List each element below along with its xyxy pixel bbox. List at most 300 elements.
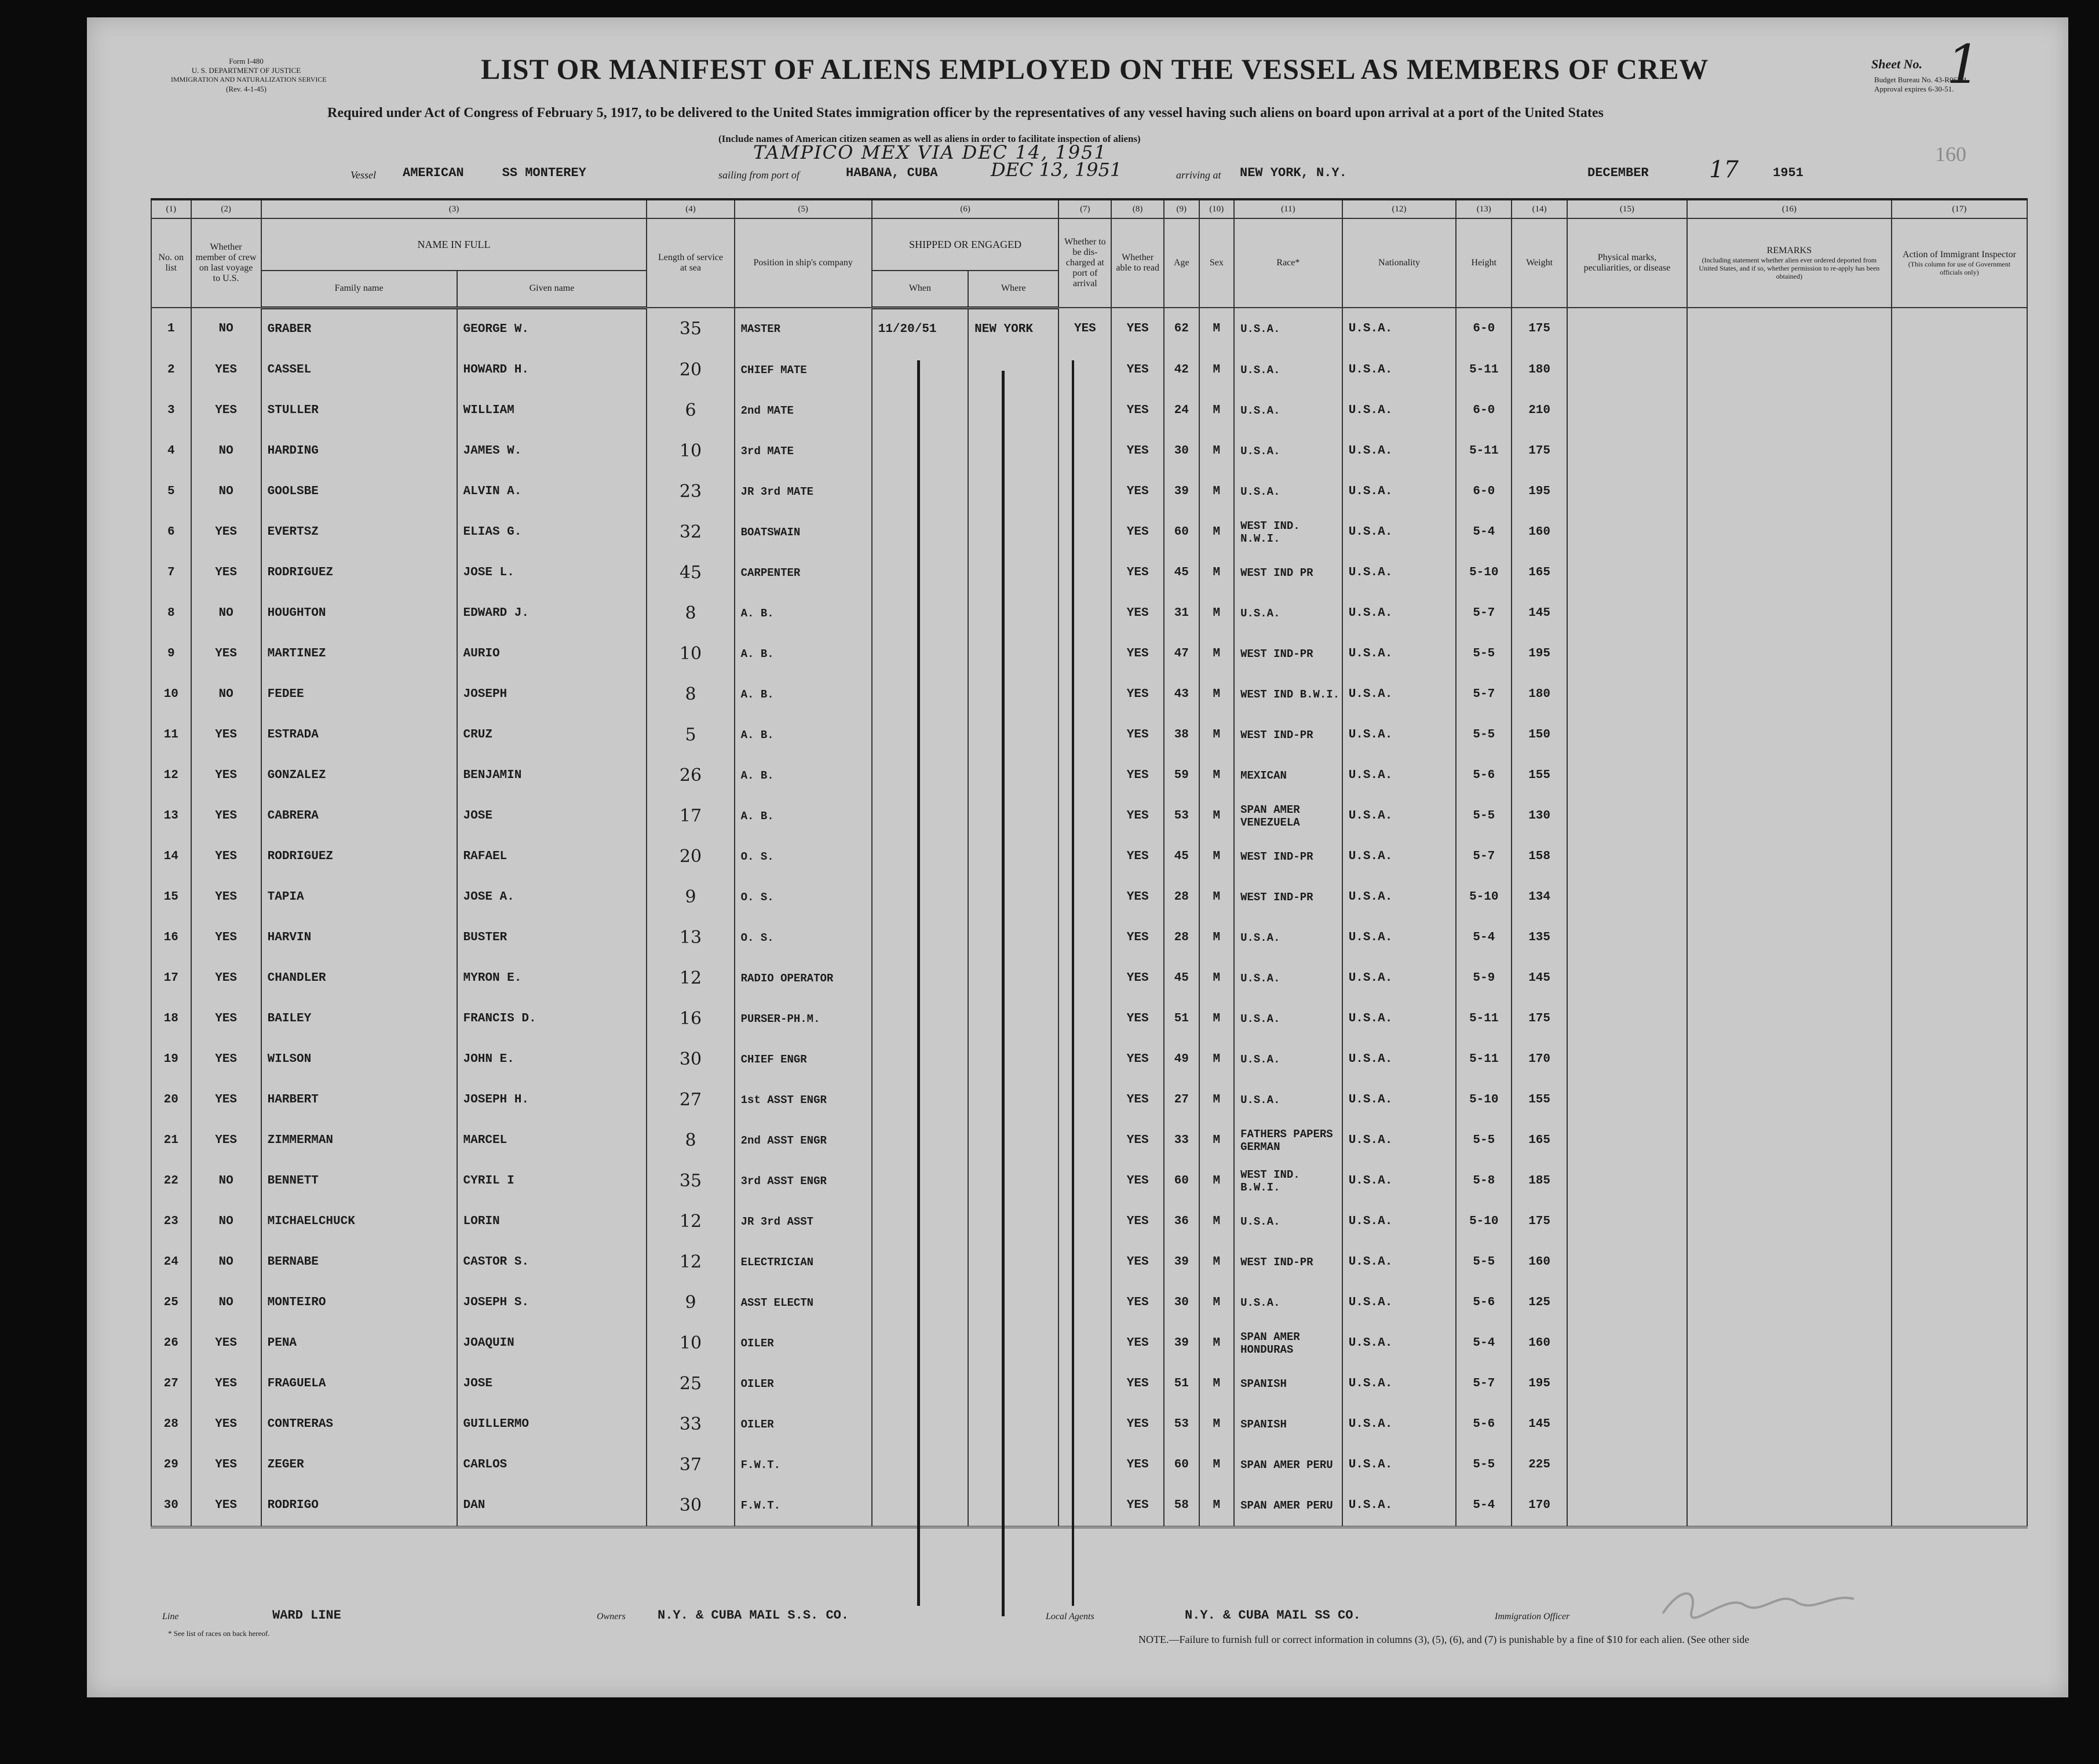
sex-cell: M (1199, 593, 1235, 634)
shipped-where-cell (968, 1364, 1058, 1404)
age-cell: 28 (1164, 918, 1199, 958)
able-read-cell: YES (1111, 1039, 1164, 1080)
nationality-cell: U.S.A. (1342, 553, 1456, 593)
officer-signature (1657, 1582, 1877, 1622)
physical-marks-cell (1567, 634, 1687, 674)
given-name-cell: JAMES W. (457, 431, 647, 472)
inspector-action-cell (1892, 308, 2027, 350)
nationality-cell: U.S.A. (1342, 1120, 1456, 1161)
length-service-cell: 12 (647, 1242, 734, 1283)
given-name-cell: GEORGE W. (457, 308, 647, 350)
header-action (1892, 218, 2027, 308)
length-service-cell: 10 (647, 431, 734, 472)
weight-cell: 225 (1512, 1445, 1567, 1485)
able-read-cell: YES (1111, 350, 1164, 390)
family-name-cell: MARTINEZ (261, 634, 457, 674)
race-cell: U.S.A. (1234, 390, 1342, 431)
inspector-action-cell (1892, 1242, 2027, 1283)
able-read-cell: YES (1111, 755, 1164, 796)
length-service-cell: 9 (647, 1283, 734, 1323)
discharged-cell (1058, 1485, 1111, 1527)
prev-member-cell: NO (191, 431, 261, 472)
sex-cell: M (1199, 308, 1235, 350)
sex-cell: M (1199, 755, 1235, 796)
able-read-cell: YES (1111, 1080, 1164, 1120)
discharged-cell (1058, 1120, 1111, 1161)
height-cell: 5-10 (1456, 1080, 1512, 1120)
sheet-label: Sheet No. (1871, 57, 1922, 71)
shipped-where-cell (968, 958, 1058, 999)
family-name-cell: TAPIA (261, 877, 457, 918)
family-name-cell: ZEGER (261, 1445, 457, 1485)
given-name-cell: MYRON E. (457, 958, 647, 999)
remarks-cell (1687, 715, 1892, 755)
stamp-number: 160 (1935, 143, 1966, 166)
prev-member-cell: YES (191, 999, 261, 1039)
header-position: Position in ship's company (735, 218, 872, 308)
family-name-cell: HOUGHTON (261, 593, 457, 634)
able-read-cell: YES (1111, 1161, 1164, 1201)
physical-marks-cell (1567, 390, 1687, 431)
able-read-cell: YES (1111, 674, 1164, 715)
race-cell: FATHERS PAPERS GERMAN (1234, 1120, 1342, 1161)
prev-member-cell: NO (191, 593, 261, 634)
physical-marks-cell (1567, 350, 1687, 390)
prev-member-cell: NO (191, 1242, 261, 1283)
position-cell: A. B. (735, 796, 872, 837)
sex-cell: M (1199, 431, 1235, 472)
table-row (151, 431, 2027, 472)
family-name-cell: FEDEE (261, 674, 457, 715)
prev-member-cell: YES (191, 553, 261, 593)
row-number-cell: 4 (151, 431, 191, 472)
table-row (151, 1201, 2027, 1242)
shipped-where-cell (968, 1161, 1058, 1201)
sex-cell: M (1199, 1364, 1235, 1404)
sex-cell: M (1199, 1404, 1235, 1445)
inspector-action-cell (1892, 755, 2027, 796)
position-cell: RADIO OPERATOR (735, 958, 872, 999)
remarks-cell (1687, 1445, 1892, 1485)
remarks-cell (1687, 1080, 1892, 1120)
race-cell: SPAN AMER PERU (1234, 1445, 1342, 1485)
sex-cell: M (1199, 877, 1235, 918)
position-cell: 2nd ASST ENGR (735, 1120, 872, 1161)
header-action-title: Action of Immigrant Inspector (1902, 250, 2016, 260)
height-cell: 5-8 (1456, 1161, 1512, 1201)
length-service-cell: 30 (647, 1485, 734, 1527)
age-cell: 38 (1164, 715, 1199, 755)
able-read-cell: YES (1111, 472, 1164, 512)
shipped-where-cell (968, 1039, 1058, 1080)
nationality-cell: U.S.A. (1342, 1404, 1456, 1445)
position-cell: 1st ASST ENGR (735, 1080, 872, 1120)
header-name-in-full: NAME IN FULL (261, 218, 647, 271)
position-cell: 2nd MATE (735, 390, 872, 431)
remarks-cell (1687, 390, 1892, 431)
weight-cell: 170 (1512, 1485, 1567, 1527)
remarks-cell (1687, 958, 1892, 999)
age-cell: 39 (1164, 1242, 1199, 1283)
discharged-cell (1058, 1364, 1111, 1404)
row-number-cell: 27 (151, 1364, 191, 1404)
inspector-action-cell (1892, 553, 2027, 593)
able-read-cell: YES (1111, 390, 1164, 431)
shipped-where-cell (968, 674, 1058, 715)
service-name: IMMIGRATION AND NATURALIZATION SERVICE (171, 75, 327, 83)
prev-member-cell: YES (191, 512, 261, 553)
discharged-cell (1058, 593, 1111, 634)
col-num: (16) (1687, 199, 1892, 218)
family-name-cell: RODRIGO (261, 1485, 457, 1527)
able-read-cell: YES (1111, 999, 1164, 1039)
inspector-action-cell (1892, 674, 2027, 715)
physical-marks-cell (1567, 837, 1687, 877)
sex-cell: M (1199, 674, 1235, 715)
header-length-service: Length of service at sea (647, 218, 734, 308)
arrival-year: 1951 (1773, 166, 1804, 180)
physical-marks-cell (1567, 796, 1687, 837)
nationality-cell: U.S.A. (1342, 634, 1456, 674)
nationality-cell: U.S.A. (1342, 837, 1456, 877)
age-cell: 45 (1164, 553, 1199, 593)
given-name-cell: FRANCIS D. (457, 999, 647, 1039)
length-service-cell: 25 (647, 1364, 734, 1404)
able-read-cell: YES (1111, 796, 1164, 837)
prev-member-cell: NO (191, 674, 261, 715)
prev-member-cell: NO (191, 1201, 261, 1242)
weight-cell: 158 (1512, 837, 1567, 877)
row-number-cell: 19 (151, 1039, 191, 1080)
family-name-cell: BENNETT (261, 1161, 457, 1201)
table-row (151, 999, 2027, 1039)
table-row (151, 1445, 2027, 1485)
remarks-cell (1687, 512, 1892, 553)
height-cell: 5-4 (1456, 512, 1512, 553)
weight-cell: 195 (1512, 634, 1567, 674)
row-number-cell: 28 (151, 1404, 191, 1445)
inspector-action-cell (1892, 512, 2027, 553)
discharged-cell (1058, 512, 1111, 553)
table-row (151, 1404, 2027, 1445)
nationality-cell: U.S.A. (1342, 308, 1456, 350)
nationality-cell: U.S.A. (1342, 1364, 1456, 1404)
length-service-cell: 37 (647, 1445, 734, 1485)
weight-cell: 170 (1512, 1039, 1567, 1080)
ditto-line-when (917, 360, 920, 1606)
col-num: (7) (1058, 199, 1111, 218)
given-name-cell: AURIO (457, 634, 647, 674)
length-service-cell: 32 (647, 512, 734, 553)
family-name-cell: CABRERA (261, 796, 457, 837)
position-cell: CHIEF MATE (735, 350, 872, 390)
row-number-cell: 1 (151, 308, 191, 350)
page-subtitle: Required under Act of Congress of February 5, 1917, to be delivered to the United States immigration officer by the representatives of any vessel having such aliens on board upon arrival at a port of the United States (327, 105, 1604, 120)
sex-cell: M (1199, 715, 1235, 755)
row-number-cell: 5 (151, 472, 191, 512)
remarks-cell (1687, 999, 1892, 1039)
remarks-cell (1687, 1404, 1892, 1445)
position-cell: JR 3rd MATE (735, 472, 872, 512)
nationality-cell: U.S.A. (1342, 958, 1456, 999)
given-name-cell: CYRIL I (457, 1161, 647, 1201)
age-cell: 49 (1164, 1039, 1199, 1080)
family-name-cell: GOOLSBE (261, 472, 457, 512)
discharged-cell (1058, 431, 1111, 472)
manifest-sheet (87, 17, 2068, 1697)
sex-cell: M (1199, 472, 1235, 512)
header-physical: Physical marks, peculiarities, or disease (1567, 218, 1687, 308)
weight-cell: 145 (1512, 593, 1567, 634)
age-cell: 59 (1164, 755, 1199, 796)
weight-cell: 145 (1512, 1404, 1567, 1445)
header-where: Where (968, 271, 1058, 308)
sex-cell: M (1199, 1120, 1235, 1161)
family-name-cell: PENA (261, 1323, 457, 1364)
able-read-cell: YES (1111, 1120, 1164, 1161)
physical-marks-cell (1567, 1364, 1687, 1404)
race-cell: U.S.A. (1234, 431, 1342, 472)
physical-marks-cell (1567, 1120, 1687, 1161)
nationality-cell: U.S.A. (1342, 674, 1456, 715)
inspector-action-cell (1892, 837, 2027, 877)
row-number-cell: 16 (151, 918, 191, 958)
shipped-where-cell (968, 755, 1058, 796)
able-read-cell: YES (1111, 512, 1164, 553)
sheet-number: 1 (1947, 34, 1981, 96)
inspector-action-cell (1892, 1323, 2027, 1364)
height-cell: 5-5 (1456, 715, 1512, 755)
form-revision: (Rev. 4-1-45) (226, 85, 267, 93)
discharged-cell (1058, 472, 1111, 512)
inspector-action-cell (1892, 1161, 2027, 1201)
race-cell: U.S.A. (1234, 472, 1342, 512)
inspector-action-cell (1892, 390, 2027, 431)
row-number-cell: 7 (151, 553, 191, 593)
family-name-cell: HARDING (261, 431, 457, 472)
given-name-cell: JOSE (457, 1364, 647, 1404)
weight-cell: 160 (1512, 512, 1567, 553)
discharged-cell (1058, 674, 1111, 715)
age-cell: 30 (1164, 431, 1199, 472)
physical-marks-cell (1567, 715, 1687, 755)
shipped-where-cell (968, 431, 1058, 472)
row-number-cell: 6 (151, 512, 191, 553)
table-row (151, 796, 2027, 837)
able-read-cell: YES (1111, 308, 1164, 350)
weight-cell: 180 (1512, 674, 1567, 715)
age-cell: 60 (1164, 512, 1199, 553)
length-service-cell: 8 (647, 674, 734, 715)
inspector-action-cell (1892, 958, 2027, 999)
table-row (151, 1080, 2027, 1120)
arrival-day: 17 (1709, 156, 1739, 183)
physical-marks-cell (1567, 1445, 1687, 1485)
prev-member-cell: YES (191, 1364, 261, 1404)
able-read-cell: YES (1111, 1242, 1164, 1283)
physical-marks-cell (1567, 1161, 1687, 1201)
nationality-cell: U.S.A. (1342, 472, 1456, 512)
weight-cell: 160 (1512, 1242, 1567, 1283)
form-number: Form I-480 (229, 57, 264, 65)
discharged-cell (1058, 999, 1111, 1039)
nationality-cell: U.S.A. (1342, 1039, 1456, 1080)
race-cell: U.S.A. (1234, 593, 1342, 634)
physical-marks-cell (1567, 1323, 1687, 1364)
length-service-cell: 8 (647, 1120, 734, 1161)
given-name-cell: JOSE L. (457, 553, 647, 593)
table-row (151, 1283, 2027, 1323)
inspector-action-cell (1892, 472, 2027, 512)
height-cell: 5-11 (1456, 431, 1512, 472)
age-cell: 33 (1164, 1120, 1199, 1161)
race-cell: U.S.A. (1234, 1039, 1342, 1080)
shipped-where-cell (968, 1283, 1058, 1323)
height-cell: 5-4 (1456, 1485, 1512, 1527)
family-name-cell: GONZALEZ (261, 755, 457, 796)
remarks-cell (1687, 431, 1892, 472)
inspector-action-cell (1892, 1445, 2027, 1485)
shipped-where-cell (968, 1120, 1058, 1161)
age-cell: 27 (1164, 1080, 1199, 1120)
sex-cell: M (1199, 1485, 1235, 1527)
nationality-cell: U.S.A. (1342, 918, 1456, 958)
discharged-cell (1058, 755, 1111, 796)
shipped-where-cell (968, 1404, 1058, 1445)
inspector-action-cell (1892, 350, 2027, 390)
position-cell: A. B. (735, 715, 872, 755)
ditto-line-discharged (1072, 360, 1074, 1606)
row-number-cell: 2 (151, 350, 191, 390)
discharged-cell (1058, 1283, 1111, 1323)
remarks-cell (1687, 1201, 1892, 1242)
table-row (151, 1242, 2027, 1283)
discharged-cell: YES (1058, 308, 1111, 350)
arrival-month: DECEMBER (1587, 166, 1649, 180)
race-cell: WEST IND-PR (1234, 715, 1342, 755)
position-cell: O. S. (735, 837, 872, 877)
race-cell: WEST IND. B.W.I. (1234, 1161, 1342, 1201)
col-num: (6) (872, 199, 1059, 218)
prev-member-cell: NO (191, 308, 261, 350)
able-read-cell: YES (1111, 837, 1164, 877)
nationality-cell: U.S.A. (1342, 350, 1456, 390)
length-service-cell: 35 (647, 1161, 734, 1201)
height-cell: 5-7 (1456, 837, 1512, 877)
physical-marks-cell (1567, 1080, 1687, 1120)
family-name-cell: BAILEY (261, 999, 457, 1039)
length-service-cell: 10 (647, 1323, 734, 1364)
race-cell: SPANISH (1234, 1364, 1342, 1404)
discharged-cell (1058, 350, 1111, 390)
col-num: (11) (1234, 199, 1342, 218)
length-service-cell: 6 (647, 390, 734, 431)
remarks-cell (1687, 1039, 1892, 1080)
table-row (151, 308, 2027, 350)
race-cell: U.S.A. (1234, 1201, 1342, 1242)
height-cell: 5-6 (1456, 755, 1512, 796)
height-cell: 5-5 (1456, 796, 1512, 837)
inspector-action-cell (1892, 1120, 2027, 1161)
age-cell: 42 (1164, 350, 1199, 390)
height-cell: 5-10 (1456, 553, 1512, 593)
position-cell: PURSER-PH.M. (735, 999, 872, 1039)
able-read-cell: YES (1111, 553, 1164, 593)
prev-member-cell: YES (191, 1039, 261, 1080)
weight-cell: 210 (1512, 390, 1567, 431)
header-nationality: Nationality (1342, 218, 1456, 308)
given-name-cell: ELIAS G. (457, 512, 647, 553)
column-number-row (151, 199, 2027, 218)
height-cell: 5-6 (1456, 1404, 1512, 1445)
inspector-action-cell (1892, 918, 2027, 958)
nationality-cell: U.S.A. (1342, 390, 1456, 431)
position-cell: OILER (735, 1323, 872, 1364)
inspector-action-cell (1892, 877, 2027, 918)
col-num: (9) (1164, 199, 1199, 218)
given-name-cell: HOWARD H. (457, 350, 647, 390)
race-cell: U.S.A. (1234, 1283, 1342, 1323)
prev-member-cell: YES (191, 958, 261, 999)
prev-member-cell: YES (191, 755, 261, 796)
header-action-note: (This column for use of Government officials only) (1908, 260, 2011, 276)
remarks-cell (1687, 877, 1892, 918)
physical-marks-cell (1567, 755, 1687, 796)
remarks-cell (1687, 1485, 1892, 1527)
position-cell: A. B. (735, 674, 872, 715)
able-read-cell: YES (1111, 1323, 1164, 1364)
given-name-cell: JOSEPH S. (457, 1283, 647, 1323)
nationality-cell: U.S.A. (1342, 1283, 1456, 1323)
sex-cell: M (1199, 837, 1235, 877)
physical-marks-cell (1567, 308, 1687, 350)
header-when: When (872, 271, 968, 308)
position-cell: 3rd MATE (735, 431, 872, 472)
age-cell: 28 (1164, 877, 1199, 918)
nationality-cell: U.S.A. (1342, 755, 1456, 796)
shipped-where-cell (968, 553, 1058, 593)
nationality-cell: U.S.A. (1342, 1080, 1456, 1120)
position-cell: O. S. (735, 877, 872, 918)
inspector-action-cell (1892, 715, 2027, 755)
arriving-label: arriving at (1176, 169, 1221, 181)
shipped-where-cell (968, 472, 1058, 512)
row-number-cell: 8 (151, 593, 191, 634)
table-row (151, 472, 2027, 512)
able-read-cell: YES (1111, 1445, 1164, 1485)
nationality-cell: U.S.A. (1342, 796, 1456, 837)
header-remarks (1687, 218, 1892, 308)
position-cell: BOATSWAIN (735, 512, 872, 553)
row-number-cell: 22 (151, 1161, 191, 1201)
physical-marks-cell (1567, 431, 1687, 472)
handwritten-sail-date: DEC 13, 1951 (991, 159, 1122, 181)
sex-cell: M (1199, 350, 1235, 390)
physical-marks-cell (1567, 877, 1687, 918)
ditto-line-where (1002, 371, 1005, 1616)
nationality-cell: U.S.A. (1342, 593, 1456, 634)
position-cell: CHIEF ENGR (735, 1039, 872, 1080)
row-number-cell: 10 (151, 674, 191, 715)
given-name-cell: DAN (457, 1485, 647, 1527)
remarks-cell (1687, 593, 1892, 634)
table-row (151, 1323, 2027, 1364)
row-number-cell: 30 (151, 1485, 191, 1527)
shipped-where-cell (968, 1445, 1058, 1485)
position-cell: 3rd ASST ENGR (735, 1161, 872, 1201)
given-name-cell: JOAQUIN (457, 1323, 647, 1364)
given-name-cell: BENJAMIN (457, 755, 647, 796)
